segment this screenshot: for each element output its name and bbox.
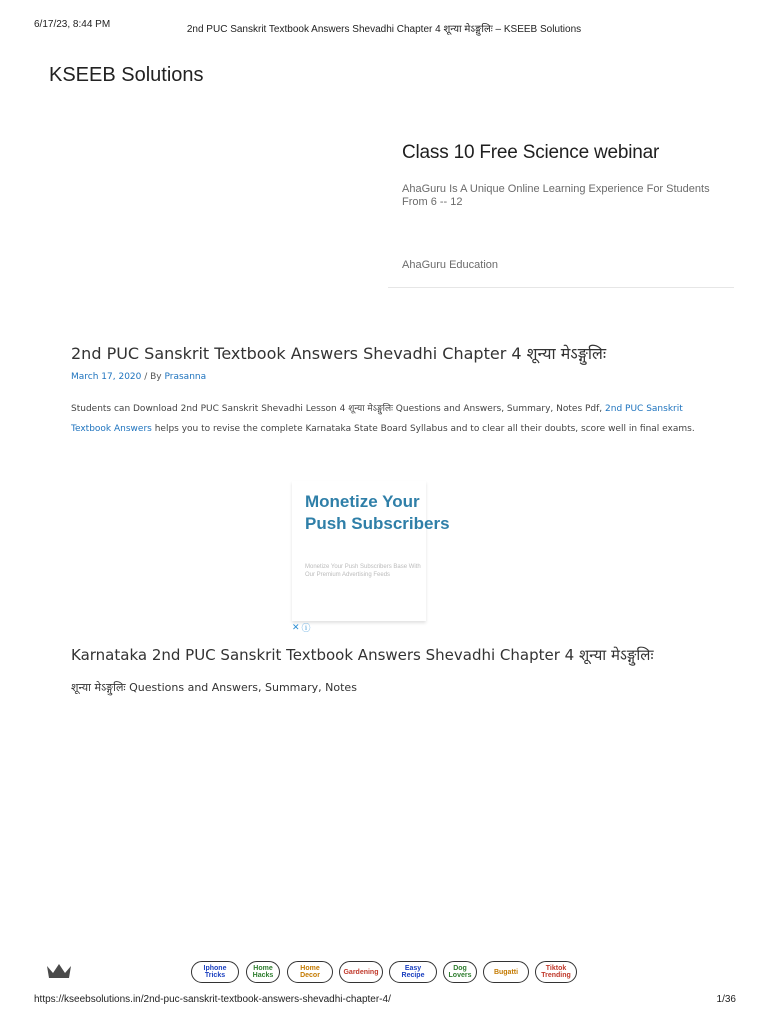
intro-text-after: helps you to revise the complete Karnataka State Board Syllabus and to clear all their doubts, score well in final exams.: [151, 424, 695, 434]
push-ad-body: Monetize Your Push Subscribers Base With Our Premium Advertising Feeds: [305, 564, 421, 578]
top-advertisement[interactable]: [388, 132, 734, 288]
push-advertisement[interactable]: [292, 481, 450, 621]
ad-title[interactable]: Class 10 Free Science webinar: [402, 142, 660, 163]
print-url: https://kseebsolutions.in/2nd-puc-sanskrit-textbook-answers-shevadhi-chapter-4/: [34, 994, 391, 1005]
print-header: [0, 0, 768, 35]
intro-paragraph: [71, 399, 711, 439]
chip-home-decor[interactable]: Home Decor: [287, 961, 333, 983]
ad-source: AhaGuru Education: [402, 259, 499, 271]
ad-choices: [292, 621, 311, 634]
textbook-answers-link[interactable]: 2nd PUC Sanskrit Textbook Answers: [71, 404, 683, 434]
ad-description: AhaGuru Is A Unique Online Learning Experience For Students From 6 -- 12: [402, 183, 710, 208]
close-ad-icon[interactable]: ✕: [292, 622, 300, 633]
author-link[interactable]: Prasanna: [164, 372, 207, 382]
article-title: 2nd PUC Sanskrit Textbook Answers Shevadhi Chapter 4 शून्या मेऽङ्गुलिः: [71, 344, 607, 363]
chip-gardening[interactable]: Gardening: [339, 961, 383, 983]
chip-iphone-tricks[interactable]: Iphone Tricks: [191, 961, 239, 983]
print-page-number: 1/36: [716, 994, 736, 1005]
chip-home-hacks[interactable]: Home Hacks: [246, 961, 280, 983]
post-meta: [71, 372, 206, 382]
site-title-link[interactable]: KSEEB Solutions: [49, 64, 204, 86]
chip-bugatti[interactable]: Bugatti: [483, 961, 529, 983]
section-heading: Karnataka 2nd PUC Sanskrit Textbook Answers Shevadhi Chapter 4 शून्या मेऽङ्गुलिः: [71, 646, 654, 664]
crown-icon[interactable]: [45, 962, 73, 980]
ad-info-icon[interactable]: ⓘ: [301, 624, 311, 634]
post-date-link[interactable]: March 17, 2020: [71, 372, 142, 382]
print-footer: [0, 994, 768, 1014]
push-ad-headline[interactable]: Monetize Your Push Subscribers: [305, 492, 450, 533]
intro-text-before: Students can Download 2nd PUC Sanskrit Shevadhi Lesson 4 शून्या मेऽङ्गुलिः Questions and Answers, Summary, Notes Pdf,: [71, 404, 606, 414]
chip-easy-recipe[interactable]: Easy Recipe: [389, 961, 437, 983]
meta-separator: / By: [141, 372, 165, 382]
chip-tiktok-trending[interactable]: Tiktok Trending: [535, 961, 577, 983]
chip-dog-lovers[interactable]: Dog Lovers: [443, 961, 477, 983]
section-subheading: शून्या मेऽङ्गुलिः Questions and Answers, Summary, Notes: [71, 681, 357, 694]
print-datetime: 6/17/23, 8:44 PM: [34, 19, 111, 30]
print-page-title: 2nd PUC Sanskrit Textbook Answers Shevadhi Chapter 4 शून्या मेऽङ्गुलिः – KSEEB Solutions: [186, 24, 582, 35]
